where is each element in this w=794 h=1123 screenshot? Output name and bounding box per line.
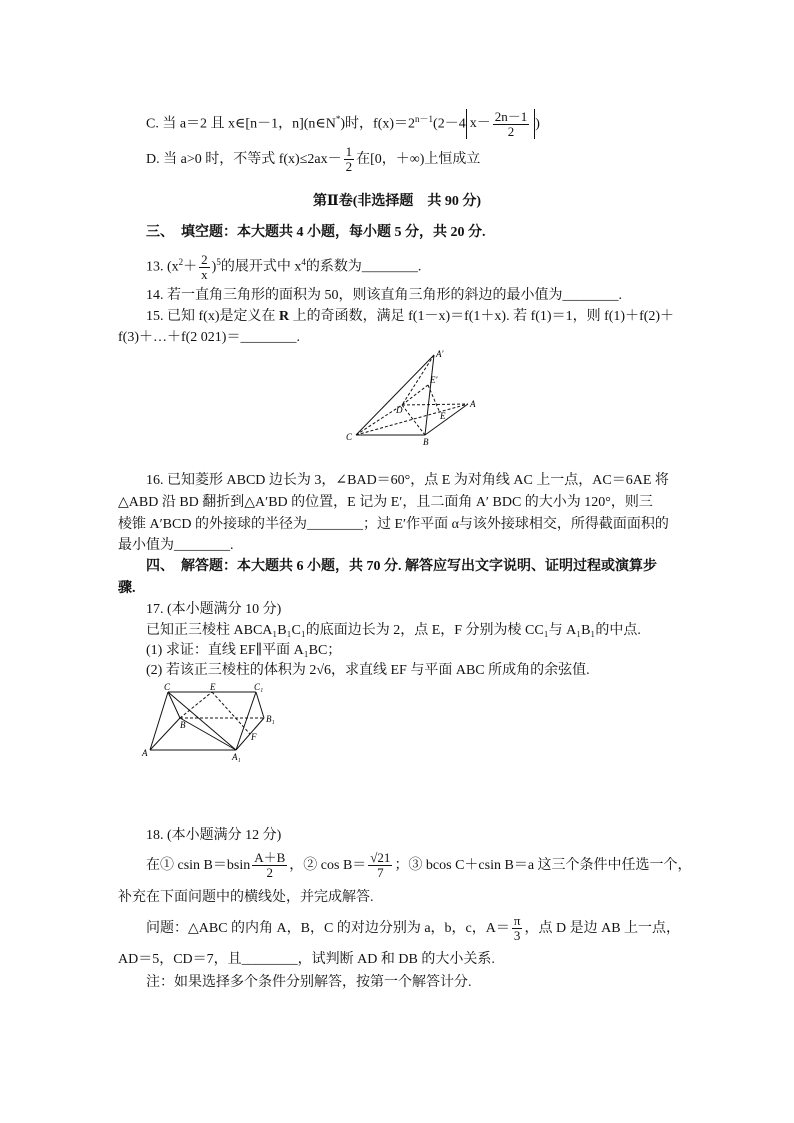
question-17-part2: (2) 若该正三棱柱的体积为 2√6，求直线 EF 与平面 ABC 所成角的余弦值. <box>146 663 590 678</box>
fold-figure <box>344 347 484 447</box>
question-16-line1: 16. 已知菱形 ABCD 边长为 3，∠BAD＝60°，点 E 为对角线 AC 上一点，AC＝6AE 将 <box>146 473 669 488</box>
question-18-line4: AD＝5，CD＝7，且________，试判断 AD 和 DB 的大小关系. <box>118 952 495 967</box>
question-18-title: 18. (本小题满分 12 分) <box>146 828 282 843</box>
fraction: $\frac{√21}{7}$ <box>370 850 391 881</box>
question-15-line1: 15. 已知 f(x)是定义在 R 上的奇函数，满足 f(1－x)＝f(1＋x). 若 f(1)＝1，则 f(1)＋f(2)＋ <box>146 309 675 324</box>
fraction: $\frac{1}{2}$ <box>345 144 353 175</box>
edge-de1-dashed <box>402 385 428 405</box>
label-f: F <box>251 732 257 742</box>
edge-c1-b1 <box>256 692 264 718</box>
label-e-prime: E′ <box>430 375 438 385</box>
edge-b-a1 <box>180 718 236 750</box>
edge-db-dashed <box>402 405 425 435</box>
edge-c-b <box>168 692 180 718</box>
fraction: $\frac{A+B}{2}$ <box>254 850 286 881</box>
part4-heading-line2: 骤. <box>118 581 136 596</box>
fraction: $\frac{2}{x}$ <box>201 251 208 282</box>
edge-ba <box>425 404 468 435</box>
question-18-line2: 补充在下面问题中的横线处，并完成解答. <box>118 890 374 905</box>
question-14: 14. 若一直角三角形的面积为 50，则该直角三角形的斜边的最小值为________. <box>146 288 622 303</box>
label-e: E <box>210 682 216 692</box>
question-17-part1: (1) 求证：直线 EF∥平面 A₁BC； <box>146 643 342 658</box>
question-15-line2: f(3)＋…＋f(2 021)＝________. <box>118 330 300 345</box>
edge-b-e-dashed <box>180 692 212 718</box>
label-b1: B₁ <box>266 714 275 724</box>
edge-ca-dashed <box>356 404 468 435</box>
option-d: D. 当 a>0 时，不等式 f(x)≤2ax－ $\frac{1}{2}$ 在[0，＋∞)上恒成立 <box>146 144 481 175</box>
question-17-title: 17. (本小题满分 10 分) <box>146 602 282 617</box>
question-16-line3: 棱锥 A′BCD 的外接球的半径为________；过 E′作平面 α与该外接球相交，所得截面面积的 <box>118 517 669 532</box>
question-13: 13. ($x^2+$ $\frac{2}{x}$ )$^5$的展开式中 $x^4$的系数为________. <box>146 251 422 282</box>
label-c1: C₁ <box>254 682 264 692</box>
edge-e-f-dashed <box>212 692 250 734</box>
label-b: B <box>180 720 186 730</box>
fraction: $\frac{2n-1}{2}$ <box>494 108 528 139</box>
label-a-prime: A′ <box>436 349 444 359</box>
edge-a-c <box>150 692 168 750</box>
part4-heading-line1: 四、 解答题：本大题共 6 小题，共 70 分. 解答应写出文字说明、证明过程或演算步 <box>146 559 657 574</box>
edge-ca1 <box>356 355 434 435</box>
label-a: A <box>470 399 476 409</box>
section-title: 第Ⅱ卷(非选择题 共 90 分) <box>312 194 482 209</box>
question-18-note: 注：如果选择多个条件分别解答，按第一个解答计分. <box>146 975 472 990</box>
abs-value: x－ $\frac{2n-1}{2}$ <box>466 109 536 139</box>
question-16-line4: 最小值为________. <box>118 538 234 553</box>
question-16-line2: △ABD 沿 BD 翻折到△A′BD 的位置，E 记为 E′，且二面角 A′ BDC 的大小为 120°，则三 <box>118 495 653 510</box>
label-e: E <box>440 411 446 421</box>
part3-heading: 三、 填空题：本大题共 4 小题，每小题 5 分，共 20 分. <box>146 225 486 240</box>
label-d: D <box>396 405 403 415</box>
label-a: A <box>142 748 148 758</box>
option-c: C. 当 a＝2 且 x∈[n－1，n](n∈N*)时，$f(x)=2^{n-1}(2-4$ x－ $\frac{2n-1}{2}$ ) <box>146 108 540 139</box>
edge-da-dashed <box>402 404 468 405</box>
label-c: C <box>164 682 171 692</box>
question-17-text: 已知正三棱柱 ABCA₁B₁C₁的底面边长为 2，点 E，F 分别为棱 CC₁与 A₁B₁的中点. <box>146 623 641 638</box>
prism-figure <box>140 680 290 766</box>
label-c: C <box>346 432 353 442</box>
question-18-line3: 问题：△ABC 的内角 A，B，C 的对边分别为 a，b，c，A＝ $\frac{\pi}{3}$ ，点 D 是边 AB 上一点， <box>146 913 681 944</box>
question-18-line1: 在① csin B＝bsin $\frac{A+B}{2}$ ，② cos B＝ $\frac{√21}{7}$ ；③ bcos C＋csin B＝a 这三个条件中任选一个， <box>146 850 692 881</box>
label-b: B <box>423 437 429 447</box>
label-a1: A₁ <box>232 752 241 762</box>
fraction: $\frac{\pi}{3}$ <box>513 913 521 944</box>
